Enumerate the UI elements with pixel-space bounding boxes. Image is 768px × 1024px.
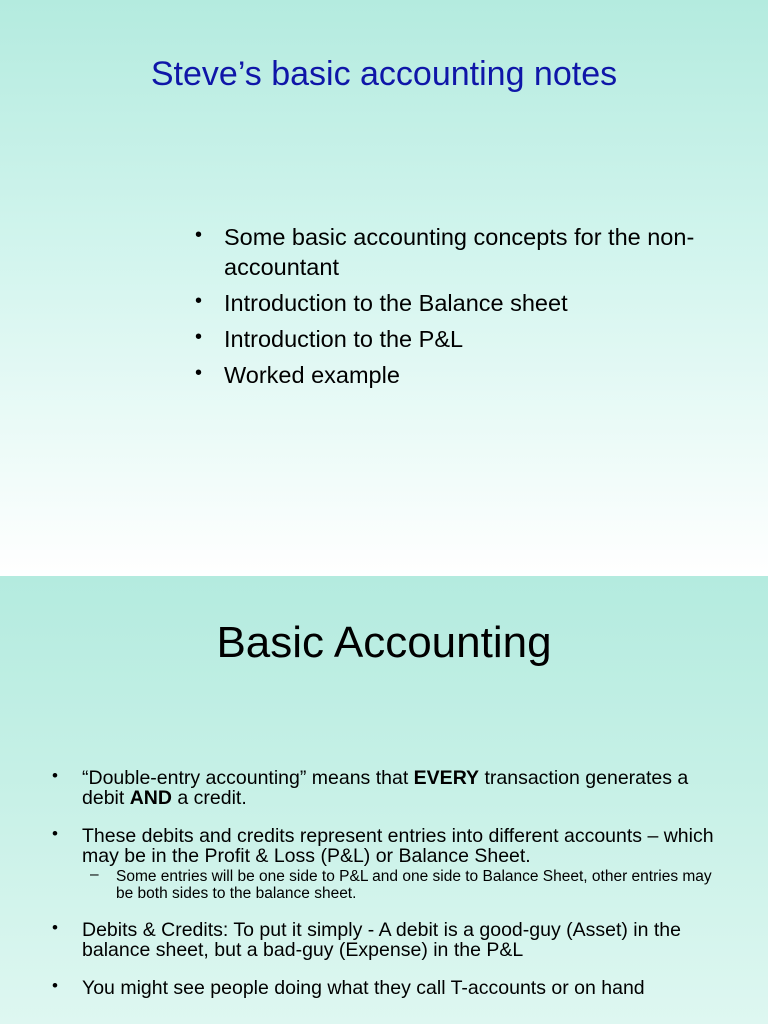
bullet-icon: • <box>195 224 203 246</box>
bullet-icon: • <box>52 976 58 995</box>
dash-bullet-icon: – <box>90 866 99 883</box>
sub-list-item-text: Some entries will be one side to P&L and one side to Balance Sheet, other entries may be both sides to the balance sheet. <box>116 868 712 902</box>
list-item-text: Some basic accounting concepts for the non-accountant <box>224 224 695 280</box>
list-item <box>195 324 715 354</box>
slide-1-bullet-list <box>195 222 715 396</box>
bullet-icon: • <box>195 290 203 312</box>
slide-2-title: Basic Accounting <box>216 618 552 667</box>
debits-credits-text: These debits and credits represent entries into different accounts – which may be in the Profit & Loss (P&L) or Balance Sheet. <box>82 825 714 867</box>
bullet-icon: • <box>52 918 58 937</box>
sub-list-item <box>82 868 732 902</box>
list-item <box>52 978 732 998</box>
list-item <box>195 288 715 318</box>
good-guy-bad-guy-text: Debits & Credits: To put it simply - A debit is a good-guy (Asset) in the balance sheet, but a bad-guy (Expense) in the P&L <box>82 919 681 961</box>
bullet-icon: • <box>52 766 58 785</box>
slide-2-bullet-list <box>52 768 732 1016</box>
slide-1-title: Steve’s basic accounting notes <box>150 55 618 93</box>
list-item-text: Introduction to the P&L <box>224 326 464 352</box>
list-item <box>52 920 732 960</box>
t-accounts-text: You might see people doing what they call T-accounts or on hand <box>82 977 645 999</box>
bullet-icon: • <box>195 362 203 384</box>
double-entry-text: “Double-entry accounting” means that EVERY transaction generates a debit AND a credit. <box>82 767 689 809</box>
list-item <box>195 222 715 282</box>
bullet-icon: • <box>52 824 58 843</box>
list-item-text: Introduction to the Balance sheet <box>224 290 568 316</box>
list-item-text: Worked example <box>224 362 400 388</box>
list-item <box>52 768 732 808</box>
slide-2 <box>0 576 768 1024</box>
list-item <box>195 360 715 390</box>
bullet-icon: • <box>195 326 203 348</box>
list-item <box>52 826 732 902</box>
